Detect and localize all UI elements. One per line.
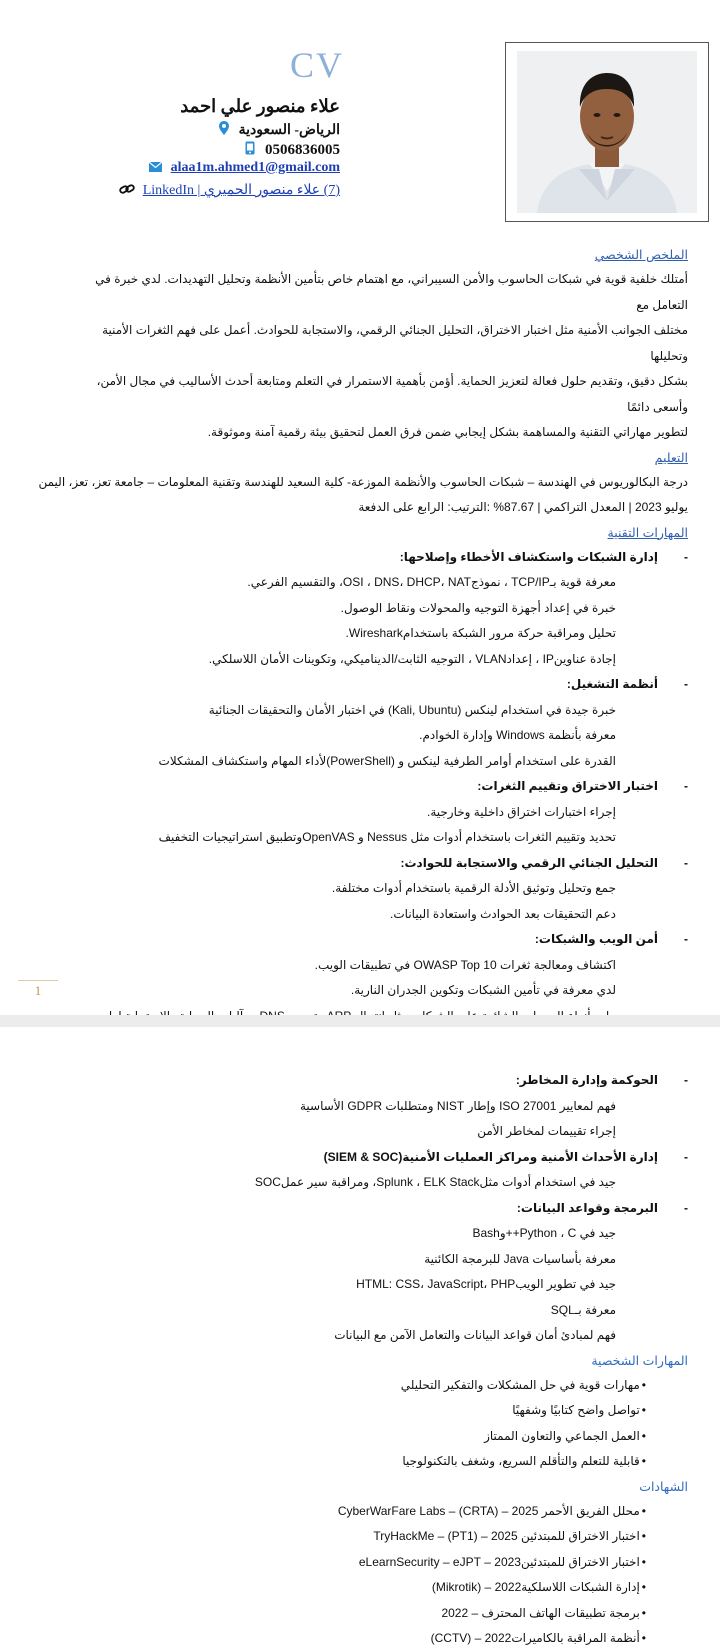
summary-line: لتطوير مهاراتي التقنية والمساهمة بشكل إيجابي ضمن فرق العمل لتحقيق بيئة رقمية آمنة وموثوقة. (207, 425, 688, 439)
bullet: • (641, 1529, 646, 1543)
page-separator (0, 1015, 720, 1027)
skill-item: إجراء اختبارات اختراق داخلية وخارجية. (427, 804, 616, 819)
bullet: • (641, 1605, 646, 1620)
link-icon (121, 183, 135, 199)
summary-line: مختلف الجوانب الأمنية مثل اختبار الاختراق، التحليل الجنائي الرقمي، والاستجابة للحوادث. أعمل على فهم الثغرات الأمنية وتحليلها (102, 323, 688, 363)
list-dash: - (684, 677, 688, 691)
bullet: • (641, 1580, 646, 1594)
skill-group-title (72, 672, 688, 698)
cv-page-2 (0, 1027, 720, 1645)
list-dash: - (684, 549, 688, 564)
skill-group-title-text: البرمجة وقواعد البيانات: (516, 1200, 658, 1215)
skill-item: خبرة جيدة في استخدام لينكس (Kali, Ubuntu) في اختبار الأمان والتحقيقات الجنائية (208, 702, 616, 717)
bullet: • (641, 1403, 646, 1417)
skill-group-title-text: إدارة الأحداث الأمنية ومراكز العمليات الأمنية(SIEM & SOC) (323, 1149, 658, 1164)
skill-item: جيد في استخدام أدوات مثلSplunk ، ELK Stack، ومراقبة سير عملSOC (254, 1175, 616, 1189)
education-heading: التعليم (654, 450, 688, 465)
summary-line: بشكل دقيق، وتقديم حلول فعالة لتعزيز الحماية. أؤمن بأهمية الاستمرار في التعلم ومتابعة أحدث الأساليب في مجال الأمن، وأسعى دائمًا (96, 374, 688, 414)
email-link[interactable]: alaa1m.ahmed1@gmail.com (170, 160, 340, 175)
skill-group-title (72, 1145, 688, 1171)
location-pin-icon (217, 121, 231, 139)
education-line: يوليو 2023 | المعدل التراكمي | 87.67% :الترتيب: الرابع على الدفعة (358, 500, 688, 514)
skill-group-title (72, 774, 688, 800)
page2-content (72, 1068, 688, 1652)
location-text: الرياض- السعودية (238, 122, 340, 138)
bullet: • (641, 1554, 646, 1569)
skill-item: دعم التحقيقات بعد الحوادث واستعادة البيانات. (390, 906, 616, 921)
skill-item: لدي معرفة في تأمين الشبكات وتكوين الجدران النارية. (350, 983, 616, 997)
cv-title: CV (290, 45, 345, 85)
phone-text: 0506836005 (265, 141, 340, 158)
skill-group-title-text: أنظمة التشغيل: (566, 677, 658, 691)
skill-item: معرفة بأساسيات Java للبرمجة الكائنية (424, 1251, 616, 1266)
bullet: • (641, 1428, 646, 1443)
skill-item: معرفة بـSQL (550, 1302, 616, 1317)
list-dash: - (684, 1073, 688, 1087)
skill-item: تحليل ومراقبة حركة مرور الشبكة باستخدامWireshark. (345, 626, 616, 640)
linkedin-row (121, 182, 340, 199)
bullet: • (641, 1454, 646, 1468)
skill-item: جيد في Python ، C++وBash (472, 1226, 616, 1240)
skill-item: اكتشاف ومعالجة ثغرات OWASP Top 10 في تطبيقات الويب. (314, 957, 616, 972)
list-dash: - (684, 779, 688, 793)
skill-group-title (72, 851, 688, 877)
skill-item: خبرة في إعداد أجهزة التوجيه والمحولات ونقاط الوصول. (340, 600, 616, 615)
summary-line: أمتلك خلفية قوية في شبكات الحاسوب والأمن السيبراني، مع اهتمام خاص بتأمين الأنظمة وتحليل التهديدات. لدي خبرة في التعامل مع (95, 272, 688, 312)
certificate-item: •برمجة تطبيقات الهاتف المحترف – 2022 (441, 1605, 646, 1620)
certificate-item: •اختبار الاختراق للمبتدئين2023 – eLearnSecurity – eJPT (358, 1554, 646, 1569)
personal-skill-item: •العمل الجماعي والتعاون الممتاز (484, 1428, 646, 1443)
profile-photo-frame (505, 42, 709, 222)
certificate-item: •محلل الفريق الأحمر 2025 – CyberWarFare Labs – (CRTA) (337, 1503, 646, 1518)
certificate-item: •إدارة الشبكات اللاسلكية2022 – (Mikrotik) (431, 1580, 646, 1594)
skill-item: جيد في تطوير الويبHTML: CSS، JavaScript، PHP (356, 1277, 616, 1291)
email-row (149, 160, 340, 176)
bullet: • (641, 1377, 646, 1392)
phone-row (243, 141, 340, 159)
bullet: • (641, 1503, 646, 1518)
skill-group-title-text: التحليل الجنائي الرقمي والاستجابة للحوادث: (400, 855, 658, 870)
skill-group-title-text: الحوكمة وإدارة المخاطر: (515, 1073, 658, 1087)
skill-group-title (72, 1196, 688, 1222)
skill-item: معرفة قوية بـTCP/IP ، نموذجOSI ، DNS، DHCP، NAT، والتقسيم الفرعي. (247, 575, 616, 589)
list-dash: - (684, 932, 688, 946)
skill-group-title (72, 927, 688, 953)
personal-skill-item: •تواصل واضح كتابيًا وشفهيًا (512, 1403, 646, 1417)
skill-item: فهم لمبادئ أمان قواعد البيانات والتعامل الآمن مع البيانات (334, 1328, 616, 1342)
email-icon (149, 160, 163, 176)
skill-group-title (72, 545, 688, 571)
skill-item: تحديد وتقييم الثغرات باستخدام أدوات مثل Nessus و OpenVASوتطبيق استراتيجيات التخفيف (158, 830, 616, 844)
skill-item: إجراء تقييمات لمخاطر الأمن (477, 1124, 616, 1138)
list-dash: - (684, 855, 688, 870)
skill-item: فهم لمعايير ISO 27001 وإطار NIST ومتطلبات GDPR الأساسية (300, 1098, 616, 1113)
certificates-heading: الشهادات (639, 1479, 688, 1494)
skill-group-title (72, 1068, 688, 1094)
skill-group-title-text: إدارة الشبكات واستكشاف الأخطاء وإصلاحها: (399, 549, 658, 564)
certificate-item: •اختبار الاختراق للمبتدئين 2025 – TryHackMe – (PT1) (373, 1529, 646, 1543)
summary-section (38, 243, 688, 1029)
tech-skills-heading: المهارات التقنية (607, 525, 688, 540)
list-dash: - (684, 1200, 688, 1215)
list-dash: - (684, 1149, 688, 1164)
skill-item: معرفة بأنظمة Windows وإدارة الخوادم. (419, 728, 616, 742)
linkedin-link[interactable]: (7) علاء منصور الحميري | LinkedIn (142, 183, 340, 198)
summary-heading: الملخص الشخصي (594, 248, 688, 262)
personal-skills-heading: المهارات الشخصية (591, 1353, 688, 1368)
skill-group-title-text: أمن الويب والشبكات: (534, 932, 658, 946)
education-line: درجة البكالوريوس في الهندسة – شبكات الحاسوب والأنظمة الموزعة- كلية السعيد للهندسة وتقنية المعلومات – جامعة تعز، تعز، اليمن (38, 474, 688, 489)
certificate-item: •أنظمة المراقبة بالكاميرات2022 – (CCTV) (430, 1631, 646, 1645)
skill-item: جمع وتحليل وتوثيق الأدلة الرقمية باستخدام أدوات مختلفة. (331, 881, 616, 895)
location-row (217, 121, 340, 139)
skill-item: إجادة عناوينIP ، إعدادVLAN ، التوجيه الثابت/الديناميكي، وتكوينات الأمان اللاسلكي. (208, 651, 616, 666)
candidate-name: علاء منصور علي احمد (180, 96, 340, 116)
skill-group-title-text: اختبار الاختراق وتقييم الثغرات: (477, 779, 658, 793)
personal-skill-item: •قابلية للتعلم والتأقلم السريع، وشغف بالتكنولوجيا (402, 1454, 646, 1468)
profile-photo (517, 51, 697, 213)
page-number: 1 (18, 980, 58, 999)
phone-icon (243, 141, 257, 159)
personal-skill-item: •مهارات قوية في حل المشكلات والتفكير التحليلي (400, 1377, 646, 1392)
bullet: • (641, 1631, 646, 1645)
skill-item: القدرة على استخدام أوامر الطرفية لينكس و (PowerShell)لأداء المهام واستكشاف المشكلات (158, 753, 616, 768)
